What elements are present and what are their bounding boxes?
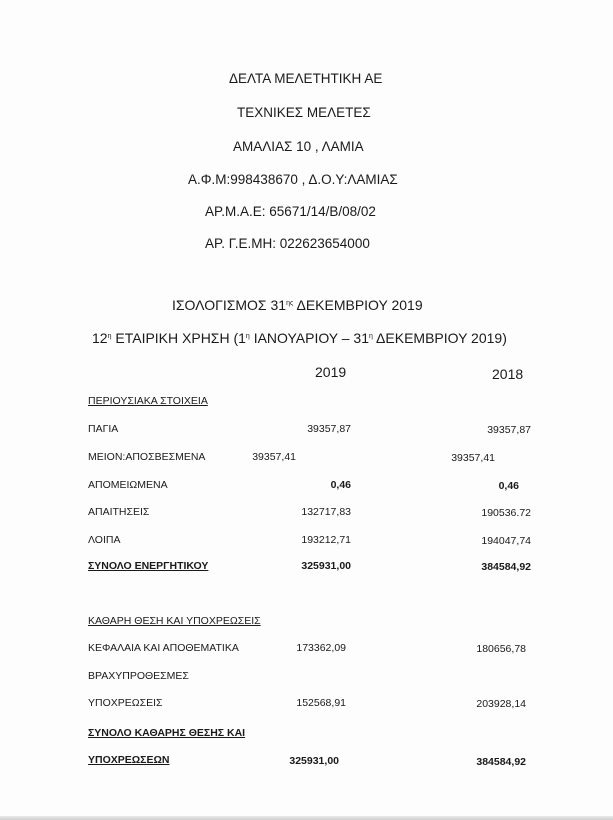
apaitiseis-2019: 132717,83 [301, 506, 351, 518]
year-header-previous: 2018 [492, 366, 524, 382]
fy-text-3: ΙΑΝΟΥΑΡΙΟΥ – 31 [249, 330, 370, 346]
liabilities-total-2018: 384584,92 [476, 756, 526, 768]
title-text-2: ΔΕΚΕΜΒΡΙΟΥ 2019 [293, 297, 423, 313]
fiscal-year-title [92, 330, 507, 346]
fy-text-2: ΕΤΑΙΡΙΚΗ ΧΡΗΣΗ (1 [111, 330, 246, 346]
liabilities-heading: ΚΑΘΑΡΗ ΘΕΣΗ ΚΑΙ ΥΠΟΧΡΕΩΣΕΙΣ [88, 615, 261, 627]
balance-title [172, 297, 423, 313]
assets-heading: ΠΕΡΙΟΥΣΙΑΚΑ ΣΤΟΙΧΕΙΑ [88, 395, 208, 407]
vraxy-2019: 152568,91 [296, 697, 346, 709]
liabilities-total-label-2: ΥΠΟΧΡΕΩΣΕΩΝ [88, 754, 170, 766]
apomeiomena-2019: 0,46 [330, 479, 351, 491]
meion-label: ΜΕΙΟΝ:ΑΠΟΣΒΕΣΜΕΝΑ [88, 451, 206, 463]
company-address: ΑΜΑΛΙΑΣ 10 , ΛΑΜΙΑ [233, 139, 364, 154]
fy-sup-2: η [245, 333, 250, 340]
meion-2018: 39357,41 [451, 452, 495, 464]
assets-total-2019: 325931,00 [301, 560, 351, 572]
loipa-2019: 193212,71 [301, 534, 351, 546]
pagia-label: ΠΑΓΙΑ [88, 423, 119, 435]
title-text-1: ΙΣΟΛΟΓΙΣΜΟΣ 31 [172, 297, 287, 313]
fy-sup-1: η [107, 333, 112, 340]
pagia-2019: 39357,87 [307, 423, 351, 435]
year-header-current: 2019 [315, 364, 347, 380]
title-sup-1: ης [286, 300, 294, 307]
vraxy-2018: 203928,14 [476, 698, 526, 710]
kefalaia-2018: 180656,78 [476, 643, 526, 655]
pagia-2018: 39357,87 [487, 424, 531, 436]
kefalaia-2019: 173362,09 [296, 642, 346, 654]
liabilities-total-2019: 325931,00 [289, 755, 339, 767]
loipa-2018: 194047,74 [481, 535, 531, 547]
scan-edge [0, 816, 613, 820]
company-activity: ΤΕΧΝΙΚΕΣ ΜΕΛΕΤΕΣ [237, 105, 371, 120]
apaitiseis-2018: 190536.72 [481, 507, 531, 519]
fy-text-1: 12 [92, 330, 108, 346]
apomeiomena-2018: 0,46 [498, 480, 519, 492]
company-afm: Α.Φ.Μ:998438670 , Δ.Ο.Υ:ΛΑΜΙΑΣ [188, 172, 398, 187]
company-armae: ΑΡ.Μ.Α.Ε: 65671/14/Β/08/02 [205, 204, 376, 219]
loipa-label: ΛΟΙΠΑ [88, 534, 121, 546]
kefalaia-label: ΚΕΦΑΛΑΙΑ ΚΑΙ ΑΠΟΘΕΜΑΤΙΚΑ [88, 642, 239, 654]
assets-total-label: ΣΥΝΟΛΟ ΕΝΕΡΓΗΤΙΚΟΥ [88, 560, 209, 572]
company-gemi: ΑΡ. Γ.Ε.ΜΗ: 022623654000 [205, 236, 370, 251]
vraxy-label-1: ΒΡΑΧΥΠΡΟΘΕΣΜΕΣ [88, 670, 189, 682]
fy-text-4: ΔΕΚΕΜΒΡΙΟΥ 2019) [372, 330, 507, 346]
liabilities-total-label-1: ΣΥΝΟΛΟ ΚΑΘΑΡΗΣ ΘΕΣΗΣ ΚΑΙ [88, 727, 246, 739]
meion-2019: 39357,41 [252, 451, 296, 463]
assets-total-2018: 384584,92 [481, 561, 531, 573]
apomeiomena-label: ΑΠΟΜΕΙΩΜΕΝΑ [88, 479, 168, 491]
fy-sup-3: η [369, 333, 373, 340]
apaitiseis-label: ΑΠΑΙΤΗΣΕΙΣ [88, 506, 150, 518]
company-name: ΔΕΛΤΑ ΜΕΛΕΤΗΤΙΚΗ ΑΕ [229, 71, 383, 86]
vraxy-label-2: ΥΠΟΧΡΕΩΣΕΙΣ [88, 697, 163, 709]
